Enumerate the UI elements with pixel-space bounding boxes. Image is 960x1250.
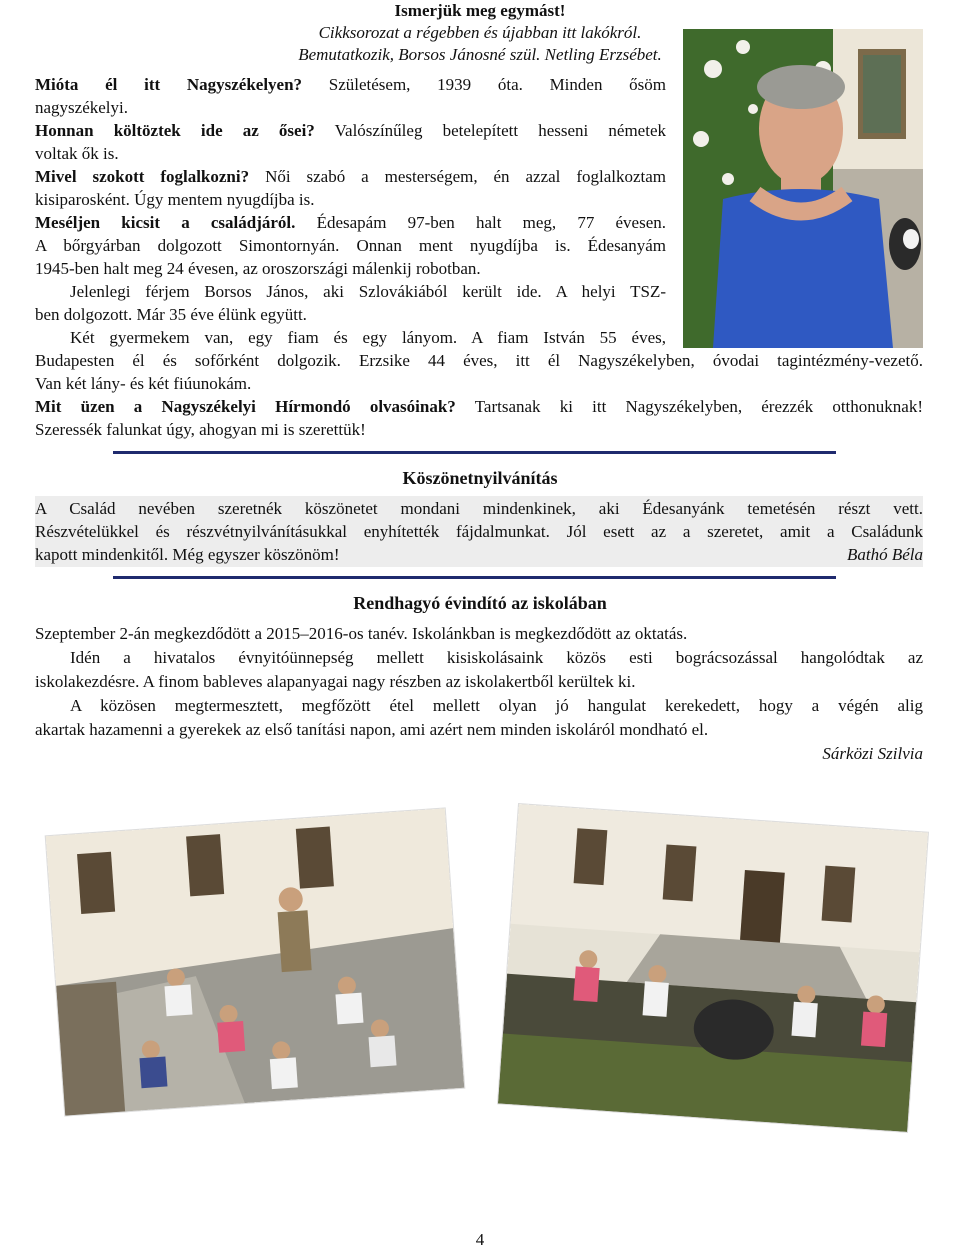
interviewee-intro: Bemutatkozik, Borsos Jánosné szül. Netling Erzsébet. xyxy=(298,45,662,64)
interview-line: Van két lány- és két fiúunokám. xyxy=(35,374,252,393)
school-signature: Sárközi Szilvia xyxy=(822,744,923,763)
question-2: Honnan költöztek ide az ősei? xyxy=(35,121,315,140)
interview-line: voltak ők is. xyxy=(35,144,119,163)
school-line: Szeptember 2-án megkezdődött a 2015–2016-os tanév. Iskolánkban is megkezdődött az oktatás. xyxy=(35,624,688,643)
answer-2: Valószínűleg betelepített hesseni németek xyxy=(334,121,666,140)
section-divider xyxy=(113,451,836,454)
interview-line: ben dolgozott. Már 35 éve élünk együtt. xyxy=(35,305,307,324)
question-5: Mit üzen a Nagyszékelyi Hírmondó olvasóinak? xyxy=(35,397,456,416)
school-line: A közösen megtermesztett, megfőzött étel mellett olyan jó hangulat kerekedett, hogy a végén alig xyxy=(70,696,923,715)
interview-line: Szeressék falunkat úgy, ahogyan mi is szerettük! xyxy=(35,420,366,439)
school-line: iskolakezdésre. A finom bableves alapanyagai nagy részben az iskolakertből kerültek ki. xyxy=(35,672,636,691)
interview-line: Jelenlegi férjem Borsos János, aki Szlovákiából került ide. A helyi TSZ- xyxy=(70,282,666,301)
interview-line: kisiparosként. Úgy mentem nyugdíjba is. xyxy=(35,190,315,209)
question-4: Meséljen kicsit a családjáról. xyxy=(35,213,296,232)
question-3: Mivel szokott foglalkozni? xyxy=(35,167,250,186)
thanks-line: Részvételükkel és részvétnyilvánításukkal enyhítették fájdalmunkat. Jól esett az a szeretet, amit a Családunk xyxy=(35,522,923,541)
school-photo-right xyxy=(498,804,928,1132)
section-divider xyxy=(113,576,836,579)
answer-5: Tartsanak ki itt Nagyszékelyben, érezzék otthonuknak! xyxy=(474,397,923,416)
interview-line xyxy=(35,395,923,418)
interview-line: 1945-ben halt meg 24 évesen, az oroszországi málenkij robotban. xyxy=(35,259,481,278)
answer-4: Édesapám 97-ben halt meg, 77 évesen. xyxy=(316,213,666,232)
thanks-line: kapott mindenkitől. Még egyszer köszönöm! xyxy=(35,545,340,564)
series-subtitle: Cikksorozat a régebben és újabban itt lakókról. xyxy=(318,23,642,42)
answer-1: Születésem, 1939 óta. Minden ősöm xyxy=(328,75,666,94)
thanks-title: Köszönetnyilvánítás xyxy=(402,468,558,488)
portrait-photo xyxy=(683,29,923,348)
school-line: akartak hazamenni a gyerekek az első tanítási napon, ami azért nem minden iskoláról mondható el. xyxy=(35,720,709,739)
interview-line xyxy=(35,211,666,234)
interview-line xyxy=(35,73,666,96)
interview-line: nagyszékelyi. xyxy=(35,98,128,117)
page-number: 4 xyxy=(475,1230,485,1249)
interview-line: Budapesten él és sofőrként dolgozik. Erzsike 44 éves, itt él Nagyszékelyben, óvodai tagintézmény-vezető. xyxy=(35,351,923,370)
school-line: Idén a hivatalos évnyitóünnepség mellett kisiskolásaink közös esti bográcsozással hangolódtak az xyxy=(70,648,923,667)
school-title: Rendhagyó évindító az iskolában xyxy=(353,593,607,613)
question-1: Mióta él itt Nagyszékelyen? xyxy=(35,75,303,94)
answer-3: Női szabó a mesterségem, én azzal foglalkoztam xyxy=(265,167,667,186)
thanks-signature: Bathó Béla xyxy=(846,545,923,564)
series-title: Ismerjük meg egymást! xyxy=(394,1,566,20)
interview-line xyxy=(35,119,666,142)
school-photo-left xyxy=(46,808,465,1115)
interview-line xyxy=(35,165,666,188)
thanks-line: A Család nevében szeretnék köszönetet mondani mindenkinek, aki Édesanyánk temetésén részt vett. xyxy=(35,499,923,518)
interview-line: Két gyermekem van, egy fiam és egy lányom. A fiam István 55 éves, xyxy=(70,328,666,347)
interview-line: A bőrgyárban dolgozott Simontornyán. Onnan ment nyugdíjba is. Édesanyám xyxy=(35,236,666,255)
